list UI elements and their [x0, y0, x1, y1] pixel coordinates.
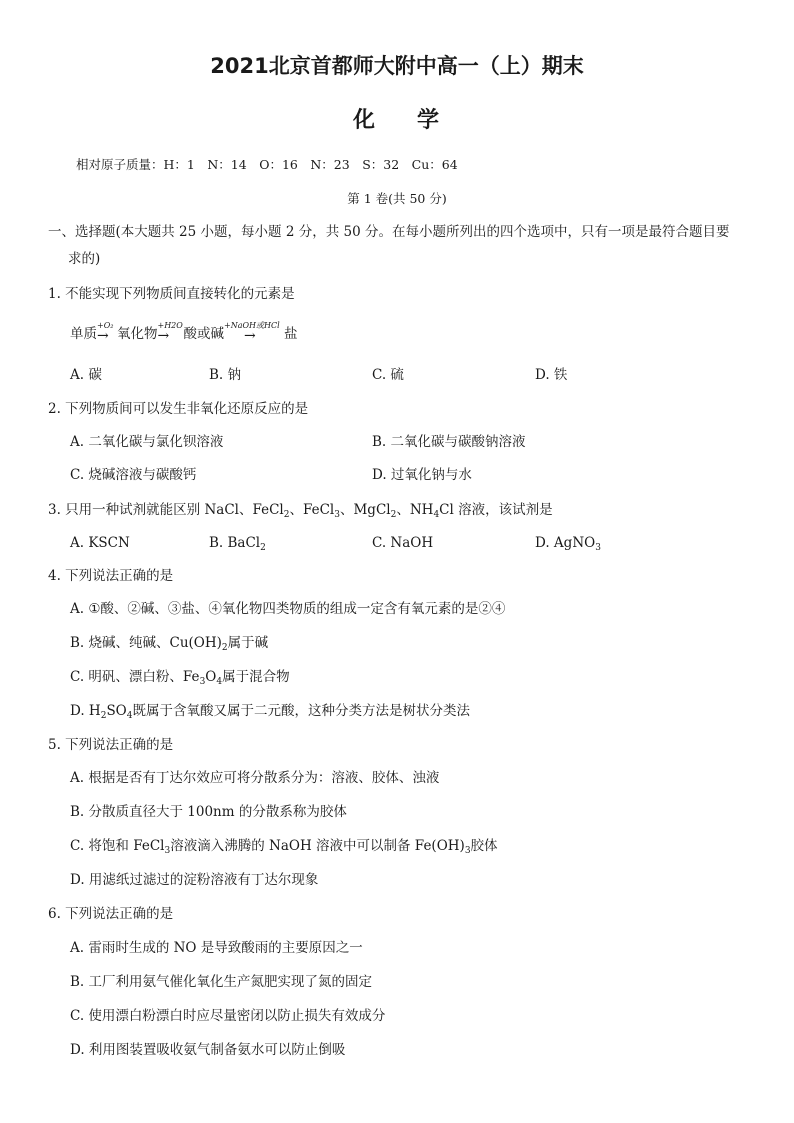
q6-option-d[interactable]: D. 利用图装置吸收氨气制备氨水可以防止倒吸 — [70, 1042, 346, 1058]
q5-option-c-text: C. 将饱和 FeCl — [70, 838, 165, 854]
q2-option-d[interactable]: D. 过氧化钠与水 — [372, 467, 472, 483]
q4-option-b-text: B. 烧碱、纯碱、Cu(OH) — [70, 635, 222, 651]
q4-option-d[interactable] — [70, 702, 470, 725]
q3-stem-part: 、NH — [396, 502, 434, 518]
q5-option-a[interactable]: A. 根据是否有丁达尔效应可将分散系分为：溶液、胶体、浊液 — [70, 770, 440, 786]
q1-arrow-2 — [157, 321, 184, 344]
subscript: 3 — [164, 846, 171, 856]
q3-option-b-text: B. BaCl — [209, 535, 261, 551]
q1-option-a[interactable]: A. 碳 — [70, 367, 102, 383]
q3-option-b[interactable] — [209, 534, 266, 557]
q3-option-a[interactable]: A. KSCN — [70, 535, 130, 551]
q3-option-d[interactable] — [535, 534, 601, 557]
subscript: 4 — [126, 711, 133, 721]
subscript: 2 — [390, 510, 397, 520]
section-instructions-line1: 一、选择题(本大题共 25 小题，每小题 2 分，共 50 分。在每小题所列出的四个选项中，只有一项是最符合题目要 — [48, 224, 730, 240]
q1-option-b[interactable]: B. 钠 — [209, 367, 242, 383]
q3-stem-part: Cl 溶液，该试剂是 — [439, 502, 553, 518]
q6-option-c[interactable]: C. 使用漂白粉漂白时应尽量密闭以防止损失有效成分 — [70, 1008, 386, 1024]
q2-option-b[interactable]: B. 二氧化碳与碳酸钠溶液 — [372, 434, 526, 450]
q3-stem-part: 、FeCl — [289, 502, 335, 518]
q1-chain-oxide: 氧化物 — [117, 326, 158, 342]
exam-title: 2021北京首都师大附中高一（上）期末 — [210, 54, 584, 78]
q1-conversion-chain — [70, 321, 298, 344]
q3-option-c[interactable]: C. NaOH — [372, 535, 434, 551]
q1-arrow-2-label: +H2O — [157, 321, 183, 330]
subscript: 2 — [283, 510, 290, 520]
q4-option-d-text: D. H — [70, 703, 101, 719]
q1-arrow-3 — [224, 321, 284, 344]
subscript: 3 — [595, 543, 601, 553]
subscript: 2 — [100, 711, 107, 721]
q1-arrow-3-label: +NaOH或HCl — [224, 321, 280, 330]
q4-option-c-text: C. 明矾、漂白粉、Fe — [70, 669, 200, 685]
right-arrow-icon: → — [157, 328, 170, 344]
q4-option-d-text: 既属于含氧酸又属于二元酸，这种分类方法是树状分类法 — [132, 703, 470, 719]
q6-option-a[interactable]: A. 雷雨时生成的 NO 是导致酸雨的主要原因之一 — [70, 940, 363, 956]
section-instructions-line2: 求的) — [68, 251, 101, 267]
right-arrow-icon: → — [97, 328, 109, 344]
q1-arrow-1 — [97, 321, 117, 344]
subject-char-2: 学 — [417, 108, 442, 133]
q1-option-c[interactable]: C. 硫 — [372, 367, 404, 383]
subscript: 3 — [199, 677, 206, 687]
q3-stem — [48, 501, 553, 524]
q5-option-c-text: 溶液滴入沸腾的 NaOH 溶液中可以制备 Fe(OH) — [170, 838, 465, 854]
q4-option-d-text: SO — [106, 703, 127, 719]
q1-arrow-1-label: +O₂ — [97, 321, 114, 330]
q2-stem: 2. 下列物质间可以发生非氧化还原反应的是 — [48, 401, 309, 417]
subscript: 2 — [260, 543, 266, 553]
q2-option-c[interactable]: C. 烧碱溶液与碳酸钙 — [70, 467, 197, 483]
q4-option-c-text: O — [205, 669, 217, 685]
q5-option-b[interactable]: B. 分散质直径大于 100nm 的分散系称为胶体 — [70, 804, 347, 820]
q4-option-c-text: 属于混合物 — [222, 669, 290, 685]
right-arrow-icon: → — [244, 328, 256, 344]
q6-option-b[interactable]: B. 工厂利用氨气催化氧化生产氮肥实现了氮的固定 — [70, 974, 373, 990]
q5-option-c[interactable] — [70, 837, 498, 860]
q3-option-d-text: D. AgNO — [535, 535, 596, 551]
q5-stem: 5. 下列说法正确的是 — [48, 737, 174, 753]
q6-stem: 6. 下列说法正确的是 — [48, 906, 174, 922]
q4-stem: 4. 下列说法正确的是 — [48, 568, 174, 584]
q1-chain-salt: 盐 — [284, 326, 298, 342]
q1-chain-simple-substance: 单质 — [70, 326, 97, 342]
subscript: 2 — [221, 643, 228, 653]
subject-char-1: 化 — [352, 108, 377, 133]
q1-option-d[interactable]: D. 铁 — [535, 367, 568, 383]
q4-option-a[interactable]: A. ①酸、②碱、③盐、④氧化物四类物质的组成一定含有氧元素的是②④ — [70, 601, 506, 617]
subscript: 4 — [433, 510, 440, 520]
q3-stem-part: 3. 只用一种试剂就能区别 NaCl、FeCl — [48, 502, 284, 518]
volume-heading: 第 1 卷(共 50 分) — [347, 191, 447, 206]
subscript: 3 — [464, 846, 471, 856]
subscript: 4 — [216, 677, 223, 687]
q5-option-d[interactable]: D. 用滤纸过滤过的淀粉溶液有丁达尔现象 — [70, 872, 319, 888]
q5-option-c-text: 胶体 — [470, 838, 498, 854]
subscript: 3 — [334, 510, 340, 520]
q3-stem-part: 、MgCl — [339, 502, 391, 518]
subject-heading — [0, 103, 794, 134]
q1-chain-acid-or-base: 酸或碱 — [183, 326, 224, 342]
q1-stem: 1. 不能实现下列物质间直接转化的元素是 — [48, 286, 295, 302]
q4-option-b[interactable] — [70, 634, 268, 657]
atomic-mass-line: 相对原子质量：H：1 N：14 O：16 N：23 S：32 Cu：64 — [76, 157, 458, 172]
q2-option-a[interactable]: A. 二氧化碳与氯化钡溶液 — [70, 434, 224, 450]
q4-option-c[interactable] — [70, 668, 290, 691]
q4-option-b-text: 属于碱 — [227, 635, 269, 651]
